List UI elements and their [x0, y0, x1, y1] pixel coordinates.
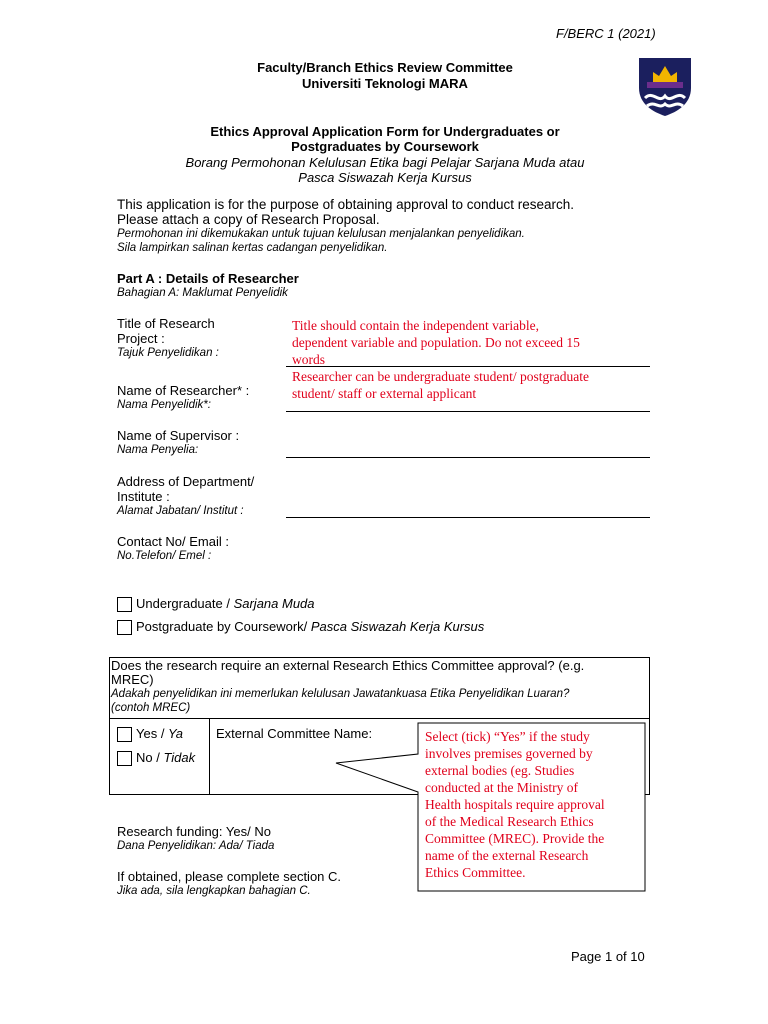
- table-row-divider: [110, 718, 649, 719]
- title-hint-line-3: words: [292, 352, 325, 367]
- part-a-ms-heading: Bahagian A: Maklumat Penyelidik: [117, 287, 288, 299]
- callout-line: name of the external Research: [425, 848, 589, 863]
- funding-label-en: Research funding: Yes/ No: [117, 824, 271, 839]
- title-label-line-2: Project :: [117, 331, 165, 346]
- callout-line: Committee (MREC). Provide the: [425, 831, 605, 846]
- table-column-divider: [209, 718, 210, 794]
- undergraduate-label-ms: Sarjana Muda: [233, 596, 315, 611]
- intro-text: [117, 197, 574, 255]
- intro-ms-line-1: Permohonan ini dikemukakan untuk tujuan kelulusan menjalankan penyelidikan.: [117, 228, 525, 240]
- supervisor-input-line[interactable]: [286, 457, 650, 458]
- address-label-ms: Alamat Jabatan/ Institut :: [117, 505, 244, 517]
- external-question-line-2: MREC): [111, 672, 154, 687]
- form-title-ms-line-1: Borang Permohonan Kelulusan Etika bagi Pelajar Sarjana Muda atau: [185, 155, 585, 170]
- form-code: F/BERC 1 (2021): [556, 26, 656, 41]
- researcher-label: [117, 383, 249, 413]
- committee-title: [150, 60, 620, 92]
- title-hint-line-1: Title should contain the independent variable,: [292, 318, 539, 333]
- callout-line: Ethics Committee.: [425, 865, 526, 880]
- external-question-ms-line-2: (contoh MREC): [111, 702, 191, 714]
- intro-line-2: Please attach a copy of Research Proposal.: [117, 212, 380, 227]
- funding-label-ms: Dana Penyelidikan: Ada/ Tiada: [117, 840, 275, 852]
- external-no-label-ms: Tidak: [163, 750, 196, 765]
- external-question: [111, 659, 584, 715]
- form-title-line-2: Postgraduates by Coursework: [291, 139, 479, 154]
- external-yes-label-en: Yes /: [136, 726, 169, 741]
- external-yes-label-ms: Ya: [168, 726, 183, 741]
- university-crest-logo: [633, 54, 697, 118]
- address-input-line[interactable]: [286, 517, 650, 518]
- undergraduate-label-en: Undergraduate /: [136, 596, 234, 611]
- external-no-label-en: No /: [136, 750, 164, 765]
- undergraduate-checkbox[interactable]: [117, 597, 132, 612]
- external-no-checkbox[interactable]: [117, 751, 132, 766]
- title-label: [117, 316, 219, 361]
- external-question-ms-line-1: Adakah penyelidikan ini memerlukan kelulusan Jawatankuasa Etika Penyelidikan Luaran?: [111, 688, 570, 700]
- callout-line: conducted at the Ministry of: [425, 780, 578, 795]
- external-yes-label: [136, 726, 183, 741]
- external-yes-checkbox[interactable]: [117, 727, 132, 742]
- callout-line: external bodies (eg. Studies: [425, 763, 575, 778]
- postgraduate-label: [136, 619, 484, 634]
- postgraduate-label-en: Postgraduate by Coursework/: [136, 619, 311, 634]
- contact-label-ms: No.Telefon/ Emel :: [117, 550, 212, 562]
- funding-note-ms: Jika ada, sila lengkapkan bahagian C.: [117, 885, 311, 897]
- researcher-input-line[interactable]: [286, 411, 650, 412]
- funding-label: [117, 824, 274, 854]
- researcher-label-en: Name of Researcher* :: [117, 383, 250, 398]
- address-label-line-2: Institute :: [117, 489, 170, 504]
- funding-note: [117, 869, 341, 899]
- part-a-heading: Part A : Details of Researcher: [117, 271, 299, 286]
- form-title-ms-line-2: Pasca Siswazah Kerja Kursus: [298, 170, 472, 185]
- title-hint-line-2: dependent variable and population. Do not exceed 15: [292, 335, 580, 350]
- committee-line-2: Universiti Teknologi MARA: [302, 76, 468, 91]
- contact-label-en: Contact No/ Email :: [117, 534, 229, 549]
- external-no-label: [136, 750, 195, 765]
- supervisor-label-en: Name of Supervisor :: [117, 428, 240, 443]
- contact-label: [117, 534, 229, 564]
- callout-line: Health hospitals require approval: [425, 797, 605, 812]
- form-title-line-1: Ethics Approval Application Form for Undergraduates or: [210, 124, 560, 139]
- callout-line: involves premises governed by: [425, 746, 593, 761]
- form-title: [120, 124, 650, 185]
- intro-line-1: This application is for the purpose of obtaining approval to conduct research.: [117, 197, 575, 212]
- researcher-label-ms: Nama Penyelidik*:: [117, 399, 211, 411]
- supervisor-label: [117, 428, 239, 458]
- callout-line: Select (tick) “Yes” if the study: [425, 729, 590, 744]
- committee-line-1: Faculty/Branch Ethics Review Committee: [257, 60, 513, 75]
- funding-note-en: If obtained, please complete section C.: [117, 869, 342, 884]
- title-label-ms: Tajuk Penyelidikan :: [117, 347, 219, 359]
- address-label: [117, 474, 254, 519]
- title-input-line[interactable]: [286, 366, 650, 367]
- researcher-hint: [292, 368, 589, 402]
- postgraduate-label-ms: Pasca Siswazah Kerja Kursus: [310, 619, 485, 634]
- postgraduate-checkbox[interactable]: [117, 620, 132, 635]
- title-label-line-1: Title of Research: [117, 316, 215, 331]
- address-label-line-1: Address of Department/: [117, 474, 255, 489]
- title-hint: [292, 317, 580, 368]
- researcher-hint-line-2: student/ staff or external applicant: [292, 386, 477, 401]
- external-question-line-1: Does the research require an external Research Ethics Committee approval? (e.g.: [111, 658, 585, 673]
- undergraduate-label: [136, 596, 315, 611]
- supervisor-label-ms: Nama Penyelia:: [117, 444, 199, 456]
- callout-line: of the Medical Research Ethics: [425, 814, 594, 829]
- external-committee-name-label: External Committee Name:: [216, 726, 373, 741]
- callout-text: [425, 728, 645, 881]
- page-number: Page 1 of 10: [571, 949, 645, 964]
- intro-ms-line-2: Sila lampirkan salinan kertas cadangan penyelidikan.: [117, 242, 388, 254]
- researcher-hint-line-1: Researcher can be undergraduate student/ postgraduate: [292, 369, 589, 384]
